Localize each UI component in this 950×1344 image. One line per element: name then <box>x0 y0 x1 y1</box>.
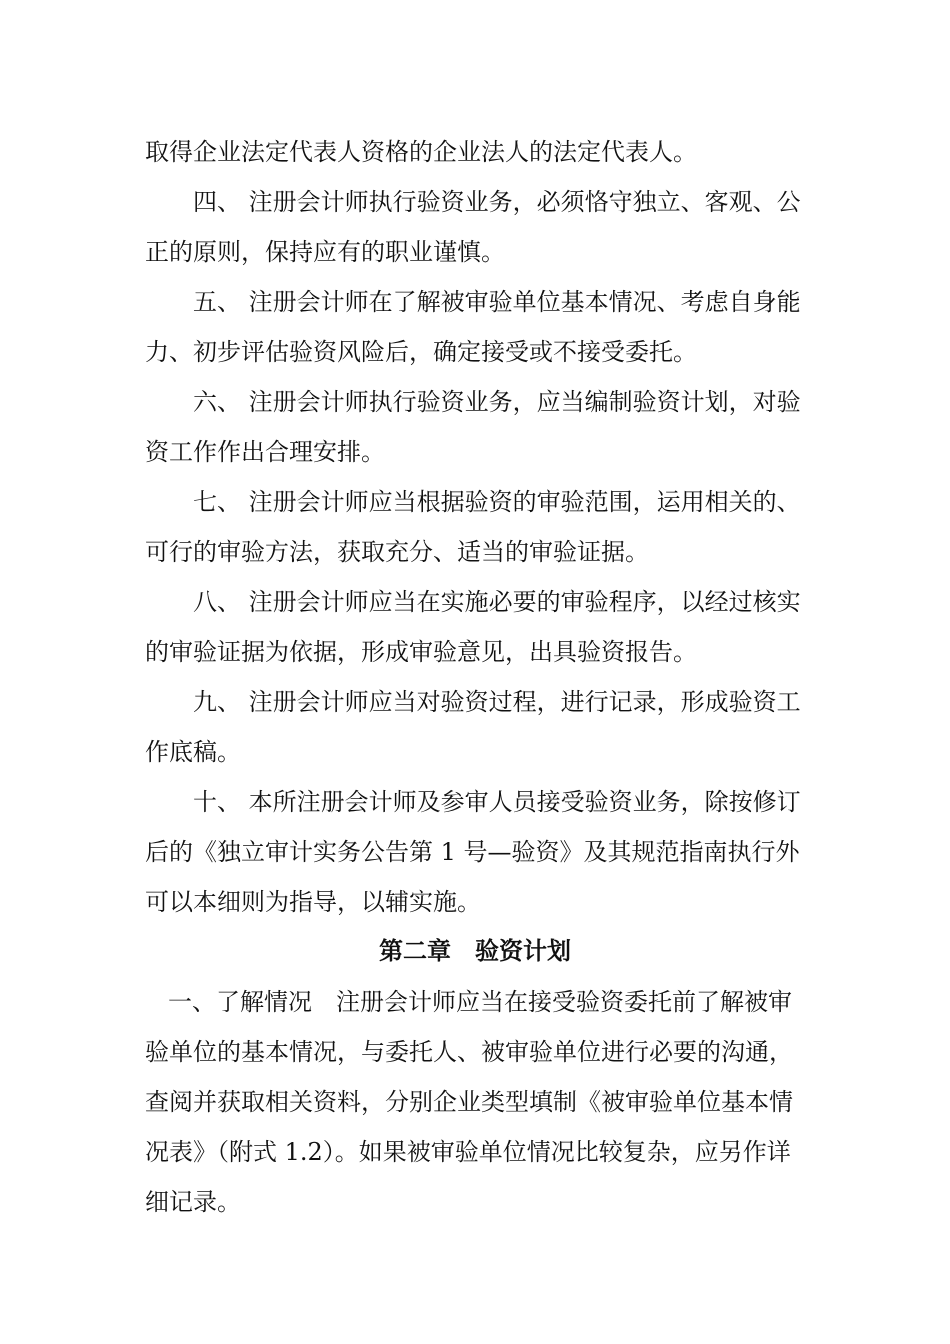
section-line: 验单位的基本情况，与委托人、被审验单位进行必要的沟通， <box>145 1038 793 1066</box>
paragraph-line: 四、 注册会计师执行验资业务，必须恪守独立、客观、公 <box>193 188 801 216</box>
paragraph-line: 资工作作出合理安排。 <box>145 438 385 466</box>
paragraph-line: 可行的审验方法，获取充分、适当的审验证据。 <box>145 538 649 566</box>
paragraph-line: 正的原则，保持应有的职业谨慎。 <box>145 238 505 266</box>
paragraph-line: 后的《独立审计实务公告第 1 号—验资》及其规范指南执行外 <box>145 838 800 866</box>
paragraph-line: 五、 注册会计师在了解被审验单位基本情况、考虑自身能 <box>193 288 801 316</box>
paragraph-line: 作底稿。 <box>145 738 241 766</box>
paragraph-line: 八、 注册会计师应当在实施必要的审验程序，以经过核实 <box>193 588 801 616</box>
section-line: 查阅并获取相关资料，分别企业类型填制《被审验单位基本情 <box>145 1088 793 1116</box>
paragraph-line: 七、 注册会计师应当根据验资的审验范围，运用相关的、 <box>193 488 801 516</box>
paragraph-line: 取得企业法定代表人资格的企业法人的法定代表人。 <box>145 138 697 166</box>
section-line: 况表》（附式 1.2）。如果被审验单位情况比较复杂，应另作详 <box>145 1138 791 1166</box>
paragraph-line: 六、 注册会计师执行验资业务，应当编制验资计划，对验 <box>193 388 801 416</box>
paragraph-line: 的审验证据为依据，形成审验意见，出具验资报告。 <box>145 638 697 666</box>
paragraph-line: 九、 注册会计师应当对验资过程，进行记录，形成验资工 <box>193 688 801 716</box>
paragraph-line: 十、 本所注册会计师及参审人员接受验资业务，除按修订 <box>193 788 801 816</box>
paragraph-line: 力、初步评估验资风险后，确定接受或不接受委托。 <box>145 338 697 366</box>
chapter-heading: 第二章 验资计划 <box>379 936 571 965</box>
section-line: 一、了解情况 注册会计师应当在接受验资委托前了解被审 <box>168 988 792 1016</box>
paragraph-line: 可以本细则为指导，以辅实施。 <box>145 888 481 916</box>
section-line: 细记录。 <box>145 1188 241 1216</box>
